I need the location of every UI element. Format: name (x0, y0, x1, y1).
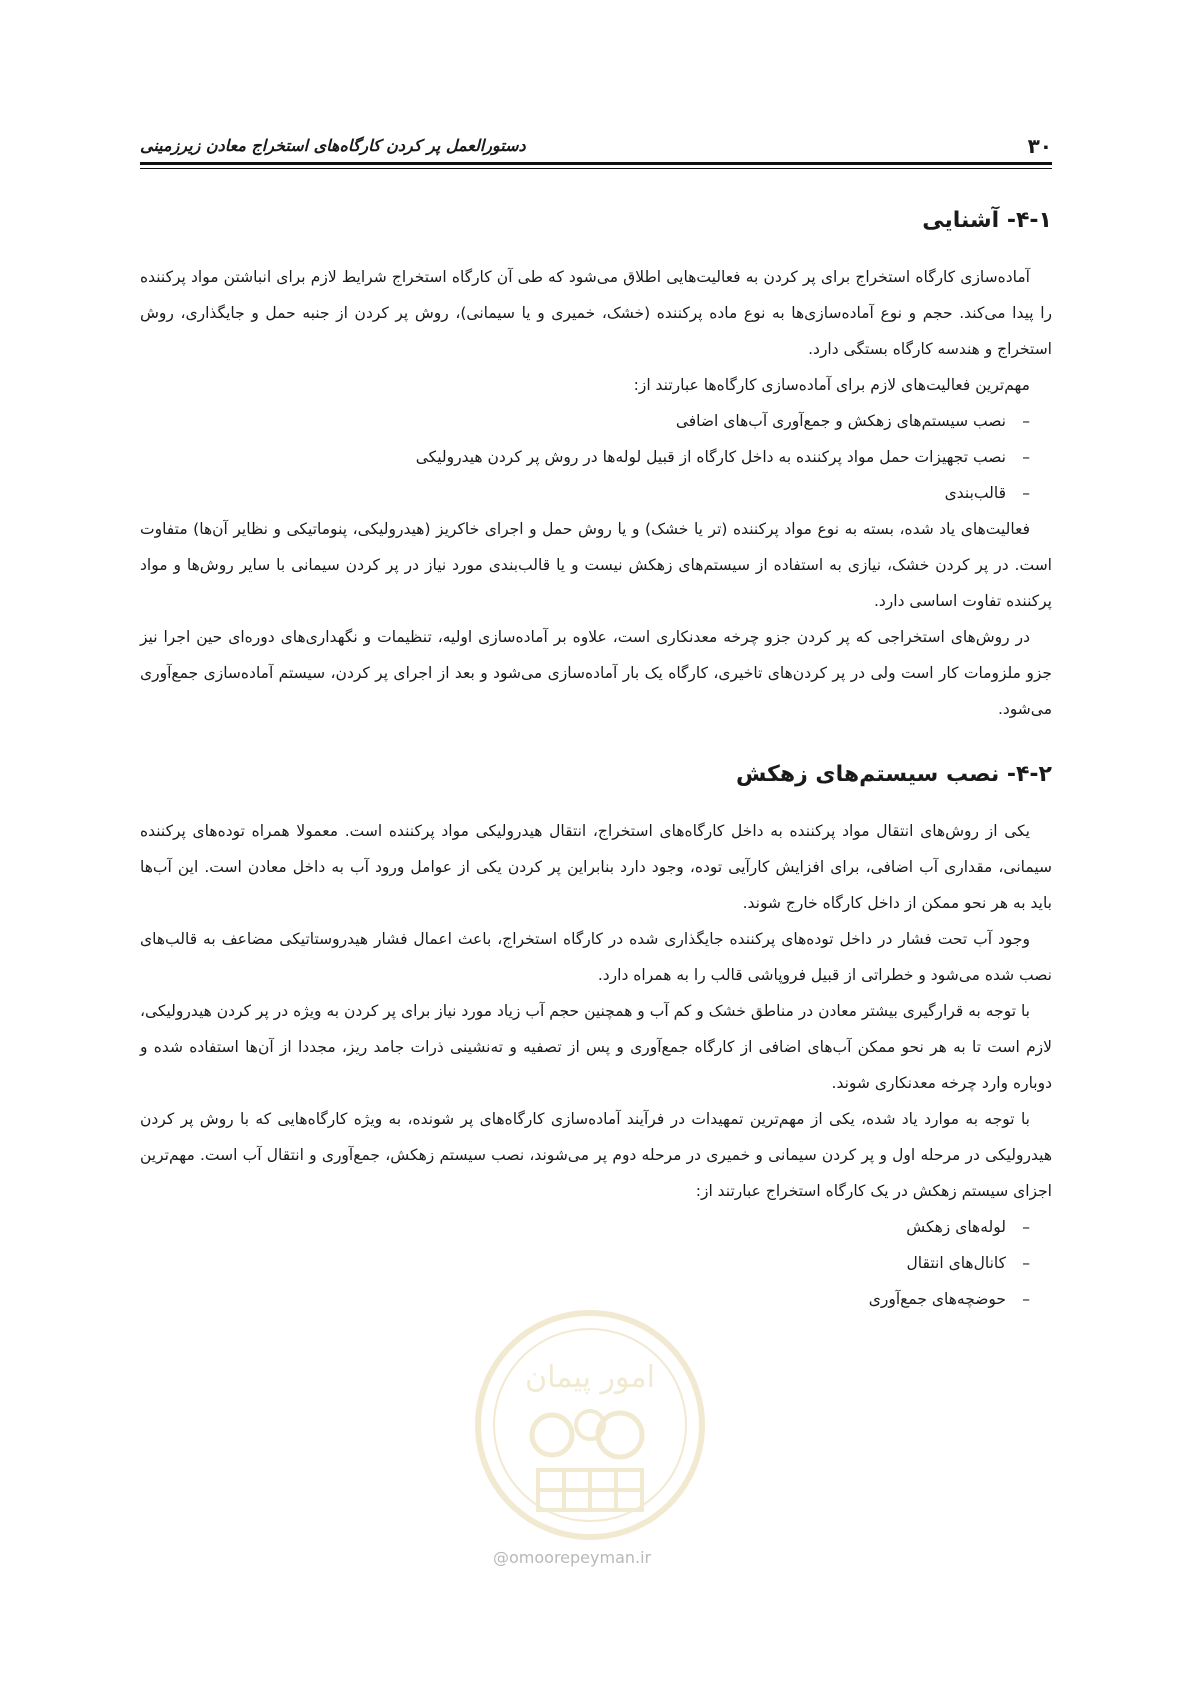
watermark-url: @omoorepeyman.ir (493, 1548, 652, 1567)
list-item (140, 475, 1030, 511)
dash-marker: – (1022, 448, 1030, 466)
paragraph: در روش‌های استخراجی که پر کردن جزو چرخه معدنکاری است، علاوه بر آماده‌سازی اولیه، تنظیمات و نگهداری‌های دوره‌ای حین اجرا نیز جزو ملزومات کار است ولی در پر کردن‌های تاخیری، کارگاه یک بار آماده‌سازی می‌شود و بعد از اجرای پر کردن، سیستم آماده‌سازی جمع‌آوری می‌شود. (140, 628, 1052, 718)
paragraph: فعالیت‌های یاد شده، بسته به نوع مواد پرکننده (تر یا خشک) و یا روش حمل و اجرای خاکریز (هیدرولیکی، پنوماتیکی و نظایر آن‌ها) متفاوت است. در پر کردن خشک، نیازی به استفاده از سیستم‌های زهکش نیست و یا قالب‌بندی مورد نیاز در پر کردن سیمانی با سایر روش‌ها و مواد پرکننده تفاوت اساسی دارد. (140, 520, 1052, 610)
list-item-text: لوله‌های زهکش (906, 1218, 1006, 1236)
dash-marker: – (1022, 1254, 1030, 1272)
list-item-text: نصب تجهیزات حمل مواد پرکننده به داخل کارگاه از قبیل لوله‌ها در روش پر کردن هیدرولیکی (415, 448, 1006, 466)
list-item (140, 1209, 1030, 1245)
header-rule-thick (140, 162, 1052, 165)
watermark-logo-text: امور پیمان (525, 1360, 655, 1395)
list-item-text: نصب سیستم‌های زهکش و جمع‌آوری آب‌های اضافی (675, 412, 1006, 430)
activities-list (140, 403, 1052, 511)
list-item (140, 403, 1030, 439)
paragraph: یکی از روش‌های انتقال مواد پرکننده به داخل کارگاه‌های استخراج، انتقال هیدرولیکی مواد پرکننده است. معمولا همراه توده‌های پرکننده سیمانی، مقداری آب اضافی، برای افزایش کارآیی توده، وجود دارد بنابراین پر کردن یکی از عوامل ورود آب به داخل معادن است. این آب‌ها باید به هر نحو ممکن از داخل کارگاه خارج شوند. (140, 822, 1052, 912)
running-title: دستورالعمل پر کردن کارگاه‌های استخراج معادن زیرزمینی (140, 136, 526, 155)
dash-marker: – (1022, 484, 1030, 502)
paragraph: مهم‌ترین فعالیت‌های لازم برای آماده‌سازی کارگاه‌ها عبارتند از: (633, 376, 1030, 394)
header-rule-thin (140, 168, 1052, 169)
section-heading-introduction: ۴-۱- آشنایی (922, 208, 1052, 233)
page-header (140, 132, 1052, 172)
dash-marker: – (1022, 1290, 1030, 1308)
page-number: ۳۰ (1027, 134, 1052, 158)
list-item (140, 439, 1030, 475)
list-item-text: حوضچه‌های جمع‌آوری (868, 1290, 1006, 1308)
paragraph: با توجه به قرارگیری بیشتر معادن در مناطق خشک و کم آب و همچنین حجم آب زیاد مورد نیاز برای پر کردن به ویژه در پر کردن هیدرولیکی، لازم است تا به هر نحو ممکن آب‌های اضافی از کارگاه جمع‌آوری و پس از تصفیه و ته‌نشینی ذرات جامد ریز، مجددا از آن‌ها استفاده شده و دوباره وارد چرخه معدنکاری شوند. (140, 1002, 1052, 1092)
list-item-text: کانال‌های انتقال (906, 1254, 1006, 1272)
list-item (140, 1245, 1030, 1281)
dash-marker: – (1022, 412, 1030, 430)
paragraph: وجود آب تحت فشار در داخل توده‌های پرکننده جایگذاری شده در کارگاه استخراج، باعث اعمال فشار هیدروستاتیکی مضاعف به قالب‌های نصب شده می‌شود و خطراتی از قبیل فروپاشی قالب را به همراه دارد. (140, 930, 1052, 984)
dash-marker: – (1022, 1218, 1030, 1236)
watermark-seal-icon (470, 1305, 710, 1545)
drainage-components-list (140, 1209, 1052, 1317)
paragraph: با توجه به موارد یاد شده، یکی از مهم‌ترین تمهیدات در فرآیند آماده‌سازی کارگاه‌های پر شونده، به ویژه کارگاه‌هایی که با روش پر کردن هیدرولیکی در مرحله اول و پر کردن سیمانی و خمیری در مرحله دوم پر می‌شوند، نصب سیستم زهکش، جمع‌آوری و انتقال آب است. مهم‌ترین اجزای سیستم زهکش در یک کارگاه استخراج عبارتند از: (140, 1110, 1052, 1200)
list-item-text: قالب‌بندی (944, 484, 1006, 502)
section-heading-drainage: ۴-۲- نصب سیستم‌های زهکش (735, 762, 1052, 787)
paragraph: آماده‌سازی کارگاه استخراج برای پر کردن به فعالیت‌هایی اطلاق می‌شود که طی آن کارگاه استخراج شرایط لازم برای انباشتن مواد پرکننده را پیدا می‌کند. حجم و نوع آماده‌سازی‌ها به نوع ماده پرکننده (خشک، خمیری و یا سیمانی)، روش پر کردن از جنبه حمل و جایگذاری، روش استخراج و هندسه کارگاه بستگی دارد. (140, 268, 1052, 358)
body-content (140, 205, 1052, 1317)
